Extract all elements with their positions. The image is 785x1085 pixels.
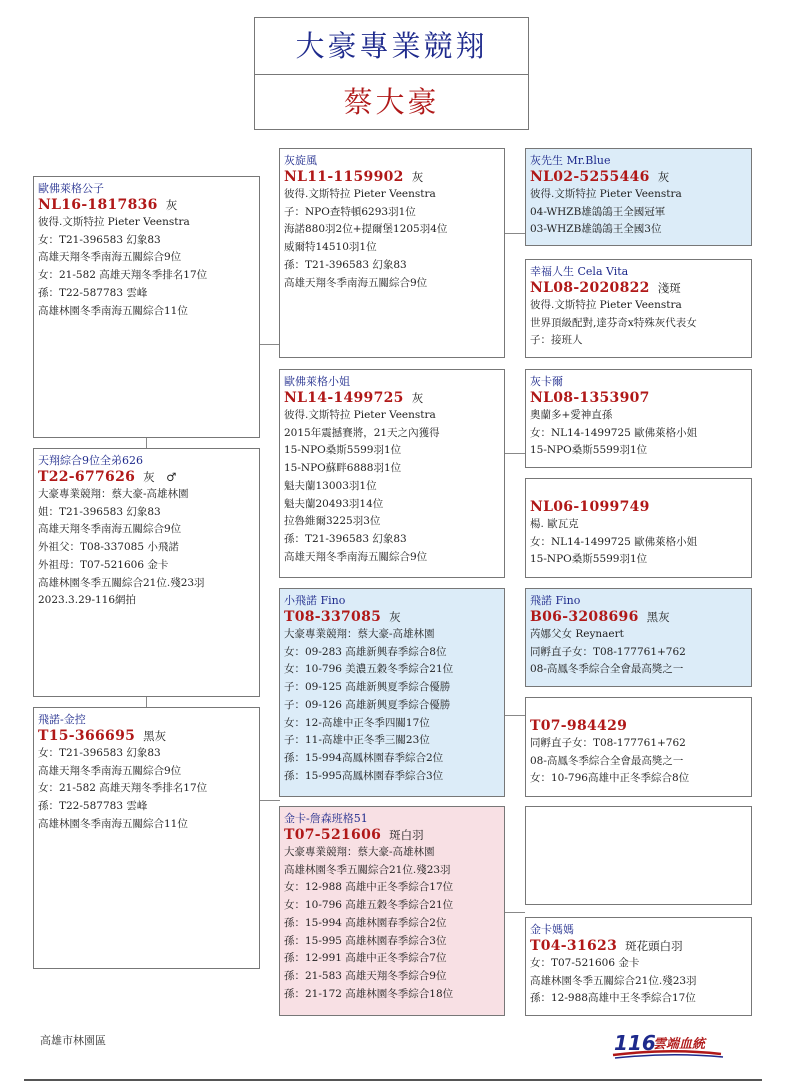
- detail-line: 04-WHZB雄鴿鴿王全國冠軍: [530, 205, 666, 218]
- detail-line: 孫：15-995高鳳林園春季綜合3位: [284, 769, 444, 782]
- pigeon-name: 金卡-詹森班格51: [284, 812, 368, 825]
- pigeon-color: 灰: [165, 198, 178, 212]
- detail-line: 楊. 歐瓦克: [530, 518, 579, 530]
- ring-number: NL11-1159902: [284, 169, 404, 185]
- ring-number: T22-677626: [38, 469, 136, 485]
- ring-row: [284, 168, 504, 186]
- detail-line: 高雄天翔冬季南海五關綜合9位: [284, 276, 428, 289]
- detail-line: 威爾特14510羽1位: [284, 241, 377, 254]
- connector-line: [504, 453, 525, 454]
- logo-number: 116: [614, 1031, 656, 1055]
- detail-line: 女：10-796高雄中正冬季綜合8位: [530, 772, 690, 785]
- pigeon-color: 黑灰: [646, 610, 670, 624]
- title-box: [254, 17, 529, 130]
- ring-row: [284, 389, 504, 407]
- detail-line: 孫：12-988高雄中王冬季綜合17位: [530, 992, 696, 1005]
- pigeon-color: 斑白羽: [389, 828, 424, 842]
- owner-name: 蔡大豪: [343, 85, 440, 119]
- connector-line: [146, 437, 147, 448]
- dds-card: [525, 806, 752, 905]
- detail-line: 拉魯維爾3225羽3位: [284, 515, 381, 528]
- ring-number: NL08-1353907: [530, 390, 650, 406]
- ring-row: [530, 168, 751, 186]
- detail-line: 女：10-796 高雄五穀冬季綜合21位: [284, 899, 454, 912]
- pigeon-color: 灰: [411, 391, 424, 405]
- ring-row: [38, 468, 259, 486]
- detail-line: 彼得.文斯特拉 Pieter Veenstra: [530, 299, 682, 311]
- dss-card: [525, 588, 752, 687]
- detail-line: 孫：15-994 高雄林園春季綜合2位: [284, 916, 447, 929]
- detail-line: 15-NPO桑斯5599羽1位: [284, 444, 402, 457]
- detail-line: 08-高鳳冬季綜合全會最高獎之一: [530, 663, 684, 676]
- detail-line: 大豪專業競翔：蔡大豪-高雄林園: [284, 846, 435, 858]
- pigeon-name: 小飛諾 Fino: [284, 594, 346, 607]
- detail-line: 高雄天翔冬季南海五關綜合9位: [284, 550, 428, 563]
- logo-swoosh-2: [615, 1055, 723, 1058]
- detail-line: 高雄林園冬季五關綜合21位.殘23羽: [38, 576, 205, 589]
- detail-line: 孫：T22-587783 雲峰: [38, 800, 148, 813]
- detail-line: 孫：12-991 高雄中正冬季綜合7位: [284, 952, 447, 965]
- detail-line: 同孵直子女：T08-177761+762: [530, 737, 686, 749]
- detail-line: 15-NPO桑斯5599羽1位: [530, 553, 648, 566]
- connector-line: [504, 912, 525, 913]
- detail-line: 彼得.文斯特拉 Pieter Veenstra: [284, 188, 436, 200]
- detail-line: 高雄天翔冬季南海五關綜合9位: [38, 764, 182, 777]
- detail-line: 姐：T21-396583 幻象83: [38, 505, 161, 518]
- pigeon-color: 灰: [389, 610, 401, 624]
- detail-line: 女：12-988 高雄中正冬季綜合17位: [284, 881, 454, 894]
- pigeon-color: 灰 ♂: [143, 470, 177, 484]
- detail-line: 孫：T21-396583 幻象83: [284, 532, 407, 545]
- pigeon-name: [530, 702, 751, 717]
- detail-line: 孫：T21-396583 幻象83: [284, 258, 407, 271]
- detail-line: 女：NL14-1499725 歐佛萊格小姐: [530, 426, 698, 439]
- ssd-card: [525, 259, 752, 358]
- detail-line: 孫：15-994高鳳林園春季綜合2位: [284, 751, 444, 764]
- detail-line: 女：12-高雄中正冬季四關17位: [284, 716, 430, 729]
- detail-line: 奧蘭多+愛神直孫: [530, 409, 613, 421]
- ring-number: T07-521606: [284, 827, 382, 843]
- detail-line: 女：T21-396583 幻象83: [38, 747, 161, 759]
- detail-line: 高雄天翔冬季南海五關綜合9位: [38, 251, 182, 264]
- pigeon-name: 歐佛萊格公子: [38, 182, 104, 195]
- ring-row: [530, 498, 751, 516]
- connector-line: [259, 344, 280, 345]
- detail-line: 高雄林園冬季五關綜合21位.殘23羽: [284, 863, 451, 876]
- pigeon-name: 天翔綜合9位全弟626: [38, 454, 143, 467]
- detail-line: 子：NPO查特頓6293羽1位: [284, 205, 416, 218]
- detail-line: 彼得.文斯特拉 Pieter Veenstra: [38, 216, 190, 228]
- detail-line: 子：09-125 高雄新興夏季綜合優勝: [284, 681, 451, 694]
- sire-sire-card: [279, 148, 505, 358]
- pigeon-color: 灰: [657, 170, 670, 184]
- detail-line: 2023.3.29-116網拍: [38, 594, 137, 607]
- pigeon-name: 幸福人生 Cela Vita: [530, 265, 629, 278]
- connector-line: [146, 697, 147, 707]
- detail-line: 魁夫蘭20493羽14位: [284, 497, 384, 510]
- sss-card: [525, 148, 752, 246]
- detail-line: 高雄林園冬季南海五關綜合11位: [38, 304, 188, 317]
- detail-line: 外祖母：T07-521606 金卡: [38, 558, 169, 571]
- detail-line: 孫：21-172 高雄林園冬季綜合18位: [284, 987, 454, 1000]
- detail-line: 03-WHZB雄鴿鴿王全國3位: [530, 223, 662, 236]
- ring-row: [530, 937, 751, 955]
- detail-line: 外祖父：T08-337085 小飛諾: [38, 541, 179, 554]
- detail-line: 08-高鳳冬季綜合全會最高獎之一: [530, 754, 684, 767]
- detail-line: 海諾880羽2位+提爾堡1205羽4位: [284, 223, 448, 236]
- dsd-card: [525, 697, 752, 797]
- ring-row: [38, 196, 259, 214]
- pigeon-color: 斑花頭白羽: [625, 939, 683, 953]
- ring-number: NL06-1099749: [530, 499, 650, 515]
- ring-number: B06-3208696: [530, 609, 639, 625]
- ddd-card: [525, 917, 752, 1016]
- pigeon-color: 灰: [411, 170, 424, 184]
- ring-row: [530, 608, 751, 626]
- detail-line: 彼得.文斯特拉 Pieter Veenstra: [530, 188, 682, 200]
- bottom-rule: [24, 1079, 762, 1081]
- detail-line: 2015年震撼賽將，21天之內獲得: [284, 426, 440, 439]
- detail-line: 芮娜父女 Reynaert: [530, 628, 624, 640]
- detail-line: 高雄林園冬季五關綜合21位.殘23羽: [530, 974, 697, 987]
- pigeon-name: 灰先生 Mr.Blue: [530, 154, 611, 167]
- detail-line: 女：21-582 高雄天翔冬季排名17位: [38, 269, 208, 282]
- ring-number: T04-31623: [530, 938, 618, 954]
- pigeon-name: 灰旋風: [284, 154, 317, 167]
- detail-line: 子：接班人: [530, 334, 583, 347]
- pigeon-name: 飛諾-金控: [38, 713, 86, 726]
- detail-line: 15-NPO桑斯5599羽1位: [530, 444, 648, 457]
- loft-name: 大豪專業競翔: [255, 18, 528, 75]
- detail-line: 子：11-高雄中正冬季三關23位: [284, 734, 430, 747]
- pigeon-color: 黑灰: [143, 729, 167, 743]
- cloud-pedigree-logo: [611, 1028, 731, 1060]
- detail-line: 孫：15-995 高雄林園春季綜合3位: [284, 934, 447, 947]
- connector-line: [504, 233, 525, 234]
- ring-row: [530, 389, 751, 407]
- dam-dam-card: [279, 806, 505, 1016]
- ring-row: [38, 727, 259, 745]
- detail-line: 大豪專業競翔：蔡大豪-高雄林園: [38, 488, 189, 500]
- pigeon-name: 灰卡爾: [530, 375, 563, 388]
- detail-line: 高雄林園冬季南海五關綜合11位: [38, 817, 188, 830]
- detail-line: 15-NPO蘇畔6888羽1位: [284, 462, 402, 475]
- sdd-card: [525, 478, 752, 578]
- subject-card: [33, 448, 260, 697]
- detail-line: 孫：21-583 高雄天翔冬季綜合9位: [284, 969, 447, 982]
- ring-number: T15-366695: [38, 728, 136, 744]
- dam-card: [33, 707, 260, 969]
- detail-line: 彼得.文斯特拉 Pieter Veenstra: [284, 409, 436, 421]
- detail-line: 子：09-126 高雄新興夏季綜合優勝: [284, 698, 451, 711]
- ring-row: [284, 826, 504, 844]
- detail-line: 女：NL14-1499725 歐佛萊格小姐: [530, 535, 698, 548]
- ring-number: T08-337085: [284, 609, 382, 625]
- pigeon-name: 飛諾 Fino: [530, 594, 581, 607]
- logo-text: 雲端血統: [653, 1037, 706, 1052]
- dam-sire-card: [279, 588, 505, 797]
- detail-line: 孫：T22-587783 雲峰: [38, 286, 148, 299]
- detail-line: 魁夫蘭13003羽1位: [284, 479, 377, 492]
- detail-line: 高雄天翔冬季南海五關綜合9位: [38, 523, 182, 536]
- connector-line: [259, 800, 280, 801]
- detail-line: 同孵直子女：T08-177761+762: [530, 645, 686, 658]
- detail-line: 女：T07-521606 金卡: [530, 957, 640, 969]
- ring-row: [530, 279, 751, 297]
- pigeon-name: 金卡媽媽: [530, 923, 574, 936]
- ring-row: [284, 608, 504, 626]
- sire-dam-card: [279, 369, 505, 578]
- ring-number: T07-984429: [530, 718, 628, 734]
- connector-line: [504, 715, 525, 716]
- detail-line: 女：09-283 高雄新興春季綜合8位: [284, 645, 447, 658]
- detail-line: 女：21-582 高雄天翔冬季排名17位: [38, 782, 208, 795]
- pigeon-color: 淺斑: [657, 281, 681, 295]
- detail-line: 大豪專業競翔：蔡大豪-高雄林園: [284, 628, 435, 640]
- ring-number: NL14-1499725: [284, 390, 404, 406]
- ring-row: [530, 717, 751, 735]
- sds-card: [525, 369, 752, 468]
- ring-number: NL02-5255446: [530, 169, 650, 185]
- pigeon-name: 歐佛萊格小姐: [284, 375, 350, 388]
- pigeon-name: [530, 483, 751, 498]
- detail-line: 世界頂級配對,達芬奇x特殊灰代表女: [530, 316, 697, 329]
- ring-number: NL16-1817836: [38, 197, 158, 213]
- sire-card: [33, 176, 260, 438]
- detail-line: 女：10-796 美濃五穀冬季綜合21位: [284, 663, 454, 676]
- detail-line: 女：T21-396583 幻象83: [38, 233, 161, 246]
- ring-number: NL08-2020822: [530, 280, 650, 296]
- location-text: 高雄市林園區: [40, 1034, 106, 1047]
